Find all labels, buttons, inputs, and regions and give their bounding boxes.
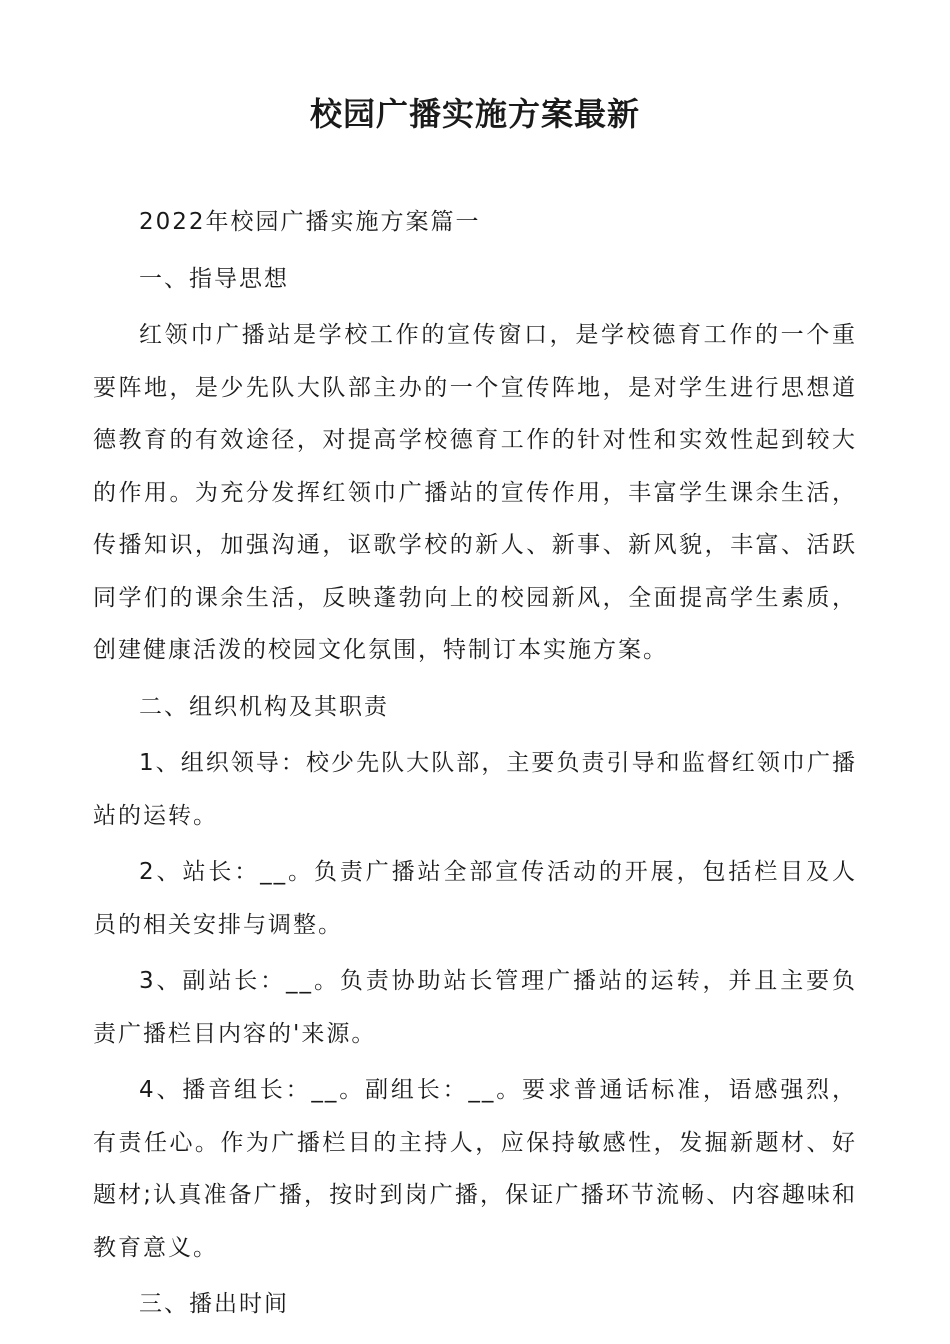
document-body <box>93 196 857 1335</box>
section-heading-organization: 二、组织机构及其职责 <box>139 693 389 720</box>
paragraph-broadcast-leader: 4、播音组长：__。副组长：__。要求普通话标准，语感强烈，有责任心。作为广播栏目的主持人，应保持敏感性，发掘新题材、好题材;认真准备广播，按时到岗广播，保证广播环节流畅、内容趣味和教育意义。 <box>93 1077 857 1261</box>
section-heading-plan: 2022年校园广播实施方案篇一 <box>139 209 481 235</box>
paragraph-station-head: 2、站长：__。负责广播站全部宣传活动的开展，包括栏目及人员的相关安排与调整。 <box>93 859 857 938</box>
section-heading-guiding-thought: 一、指导思想 <box>139 265 289 292</box>
paragraph-deputy-head: 3、副站长：__。负责协助站长管理广播站的运转，并且主要负责广播栏目内容的'来源。 <box>93 968 857 1047</box>
section-heading-broadcast-time: 三、播出时间 <box>139 1291 289 1317</box>
document-title: 校园广播实施方案最新 <box>309 95 640 133</box>
paragraph-guiding-thought: 红领巾广播站是学校工作的宣传窗口，是学校德育工作的一个重要阵地，是少先队大队部主办的一个宣传阵地，是对学生进行思想道德教育的有效途径，对提高学校德育工作的针对性和实效性起到较大的作用。为充分发挥红领巾广播站的宣传作用，丰富学生课余生活，传播知识，加强沟通，讴歌学校的新人、新事、新风貌，丰富、活跃同学们的课余生活，反映蓬勃向上的校园新风，全面提高学生素质，创建健康活泼的校园文化氛围，特制订本实施方案。 <box>93 322 857 663</box>
paragraph-leadership: 1、组织领导：校少先队大队部，主要负责引导和监督红领巾广播站的运转。 <box>93 750 857 829</box>
